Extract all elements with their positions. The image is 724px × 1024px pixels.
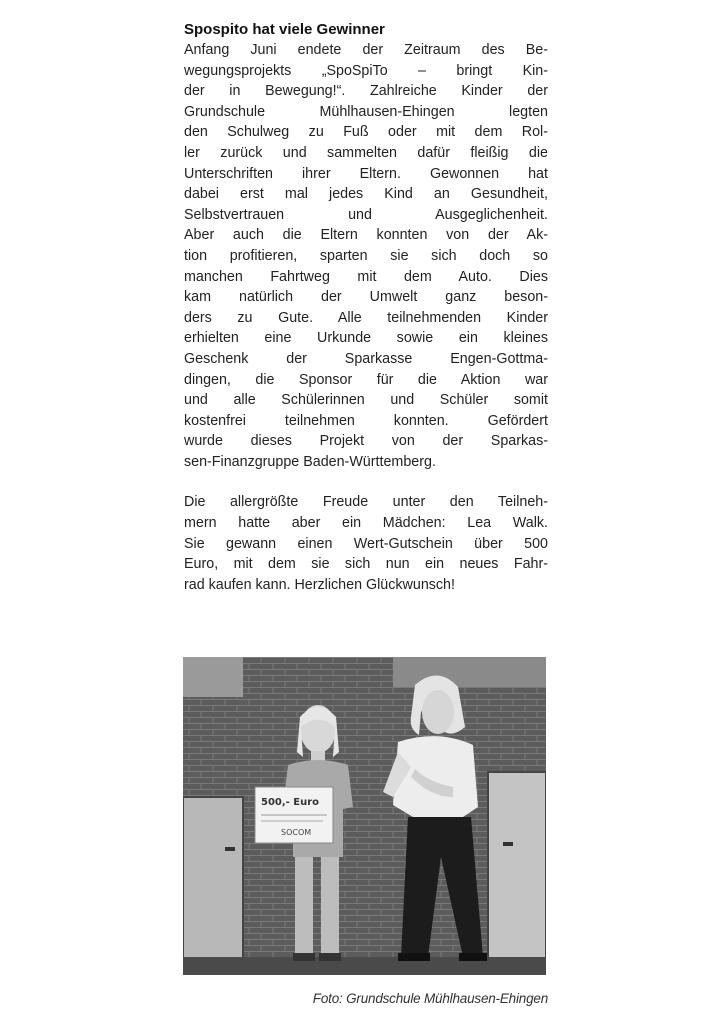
text-line: kam natürlich der Umwelt ganz beson- [184,289,548,306]
article-paragraph-1 [184,40,548,472]
article [184,20,548,595]
text-line: Aber auch die Eltern konnten von der Ak- [184,227,548,244]
paragraph-gap [184,472,548,492]
article-headline: Spospito hat viele Gewinner [184,21,385,38]
text-line: erhielten eine Urkunde sowie ein kleines [184,330,548,347]
text-line: kostenfrei teilnehmen konnten. Gefördert [184,412,548,429]
text-line: Geschenk der Sparkasse Engen-Gottma- [184,350,548,367]
window [183,657,243,697]
right-door [488,772,546,975]
text-line: Grundschule Mühlhausen-Ehingen legten [184,103,548,120]
voucher-signature: SOCOM [281,828,312,837]
text-line: den Schulweg zu Fuß oder mit dem Rol- [184,124,548,141]
text-line: wegungsprojekts „SpoSpiTo – bringt Kin- [184,62,548,79]
article-paragraph-2 [184,492,548,595]
text-line: Selbstvertrauen und Ausgeglichenheit. [184,206,548,223]
text-line: Euro, mit dem sie sich nun ein neues Fahr- [184,556,548,573]
door-handle [225,847,235,851]
text-line: mern hatte aber ein Mädchen: Lea Walk. [184,515,548,532]
article-photo [183,657,546,975]
text-line: Sie gewann einen Wert-Gutschein über 500 [184,535,548,552]
photo-caption: Foto: Grundschule Mühlhausen-Ehingen [312,991,548,1006]
text-line: dingen, die Sponsor für die Aktion war [184,371,548,388]
upper-wall [393,657,546,687]
text-line: manchen Fahrtweg mit dem Auto. Dies [184,268,548,285]
left-door [183,797,243,975]
text-line: Unterschriften ihrer Eltern. Gewonnen hat [184,165,548,182]
door-handle [503,842,513,846]
text-line: Die allergrößte Freude unter den Teilneh- [184,494,548,511]
text-line: der in Bewegung!“. Zahlreiche Kinder der [184,83,548,100]
voucher-card [255,787,333,843]
text-line: ders zu Gute. Alle teilnehmenden Kinder [184,309,548,326]
text-line: tion profitieren, sparten sie sich doch so [184,247,548,264]
text-line: dabei erst mal jedes Kind an Gesundheit, [184,186,548,203]
text-line: wurde dieses Projekt von der Sparkas- [184,433,548,450]
text-line: und alle Schülerinnen und Schüler somit [184,392,548,409]
text-line: rad kaufen kann. Herzlichen Glückwunsch! [184,576,455,593]
text-line: ler zurück und sammelten dafür fleißig die [184,144,548,161]
floor [183,957,546,975]
voucher-amount: 500,- Euro [261,797,320,808]
text-line: Anfang Juni endete der Zeitraum des Be- [184,42,548,58]
photo-illustration [183,657,546,975]
text-line: sen-Finanzgruppe Baden-Württemberg. [184,453,436,470]
